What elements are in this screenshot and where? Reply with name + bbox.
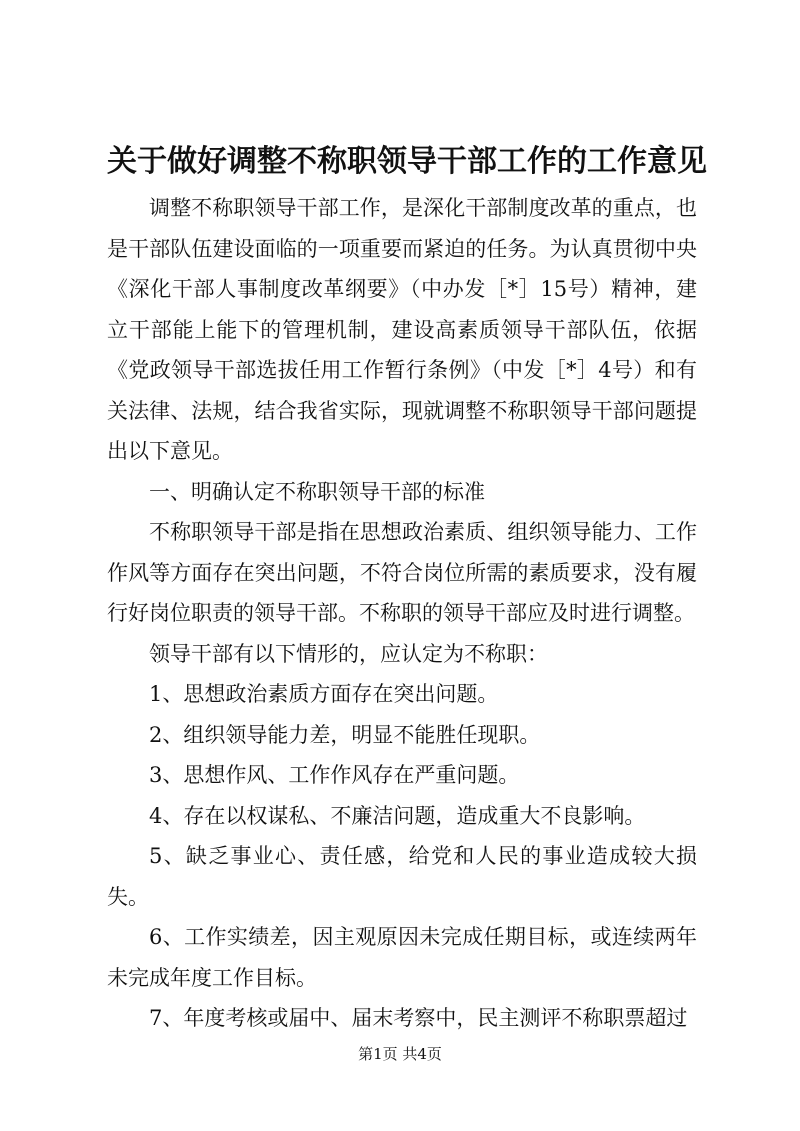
document-body <box>107 188 697 1039</box>
list-item-5: 5、缺乏事业心、责任感，给党和人民的事业造成较大损失。 <box>107 844 697 909</box>
paragraph-criteria-lead: 领导干部有以下情形的，应认定为不称职： <box>149 641 548 666</box>
list-item-6: 6、工作实绩差，因主观原因未完成任期目标，或连续两年未完成年度工作目标。 <box>107 925 697 990</box>
list-item-4: 4、存在以权谋私、不廉洁问题，造成重大不良影响。 <box>149 803 646 828</box>
list-item-1: 1、思想政治素质方面存在突出问题。 <box>149 682 499 706</box>
paragraph-intro: 调整不称职领导干部工作，是深化干部制度改革的重点，也是干部队伍建设面临的一项重要而紧迫的任务。为认真贯彻中央《深化干部人事制度改革纲要》（中办发［*］15号）精神，建立干部能上能下的管理机制，建设高素质领导干部队伍，依据《党政领导干部选拔任用工作暂行条例》（中发［*］4号）和有关法律、法规，结合我省实际，现就调整不称职领导干部问题提出以下意见。 <box>107 196 697 463</box>
document-title: 关于做好调整不称职领导干部工作的工作意见 <box>107 144 707 179</box>
list-item-7: 7、年度考核或届中、届末考察中，民主测评不称职票超过 <box>149 1006 688 1030</box>
page-footer: 第1页 共4页 <box>358 1045 442 1063</box>
list-item-2: 2、组织领导能力差，明显不能胜任现职。 <box>149 722 541 747</box>
list-item-3: 3、思想作风、工作作风存在严重问题。 <box>149 763 520 787</box>
paragraph-definition: 不称职领导干部是指在思想政治素质、组织领导能力、工作作风等方面存在突出问题，不符合岗位所需的素质要求，没有履行好岗位职责的领导干部。不称职的领导干部应及时进行调整。 <box>107 520 697 625</box>
section-heading-1: 一、明确认定不称职领导干部的标准 <box>149 479 485 504</box>
